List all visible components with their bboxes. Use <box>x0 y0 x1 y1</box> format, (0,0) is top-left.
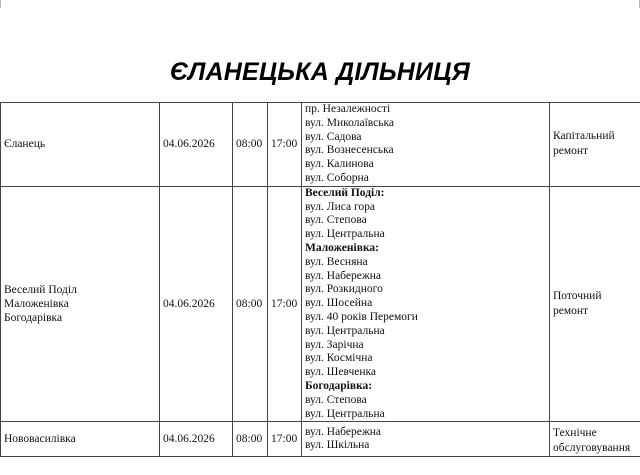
page-top-edge <box>0 0 640 8</box>
schedule-body <box>1 103 640 457</box>
work-type-cell <box>550 186 640 422</box>
street-name: вул. Степова <box>305 214 367 227</box>
street-name: вул. Садова <box>305 130 362 143</box>
village-heading: Маложенівка: <box>305 241 379 254</box>
street-name: вул. Космічна <box>305 352 373 365</box>
street-name: вул. Центральна <box>305 324 385 337</box>
location-name: Нововасилівка <box>4 433 76 446</box>
street-name: вул. Вознесенська <box>305 144 394 157</box>
streets-cell <box>302 422 550 457</box>
end-time-cell: 17:00 <box>268 422 302 457</box>
street-name: вул. Набережна <box>305 425 382 438</box>
end-time-cell: 17:00 <box>268 186 302 422</box>
street-name: вул. Калинова <box>305 158 374 171</box>
location-cell <box>1 186 160 422</box>
work-type-text: Поточний <box>553 290 602 303</box>
street-name: вул. Миколаївська <box>305 116 395 129</box>
street-name: вул. 40 років Перемоги <box>305 310 418 323</box>
street-name: пр. Незалежності <box>305 103 391 115</box>
location-name: Маложенівка <box>4 298 69 311</box>
outage-schedule-table <box>0 102 640 457</box>
work-type-text: ремонт <box>553 305 589 318</box>
street-name: вул. Центральна <box>305 228 385 241</box>
village-heading: Веселий Поділ: <box>305 186 385 199</box>
work-type-text: обслуговування <box>553 442 631 455</box>
work-type-cell <box>550 422 640 457</box>
location-name: Богодарівка <box>4 312 63 325</box>
date-cell: 04.06.2026 <box>160 422 233 457</box>
start-time-cell: 08:00 <box>233 103 268 187</box>
table-row <box>1 422 640 457</box>
work-type-text: Технічне <box>553 427 597 440</box>
location-name: Веселий Поділ <box>4 284 77 297</box>
work-type-text: ремонт <box>553 145 589 158</box>
table-row <box>1 186 640 422</box>
streets-cell <box>302 103 550 187</box>
start-time-cell: 08:00 <box>233 422 268 457</box>
table-row <box>1 103 640 187</box>
page-title: ЄЛАНЕЦЬКА ДІЛЬНИЦЯ <box>169 58 471 86</box>
street-name: вул. Лиса гора <box>305 200 375 213</box>
work-type-cell <box>550 103 640 187</box>
village-heading: Богодарівка: <box>305 379 373 392</box>
street-name: вул. Весняна <box>305 255 368 268</box>
location-name: Єланець <box>4 138 46 151</box>
streets-cell <box>302 186 550 422</box>
date-cell: 04.06.2026 <box>160 186 233 422</box>
work-type-text: Капітальний <box>553 130 615 143</box>
street-name: вул. Центральна <box>305 407 385 420</box>
date-cell: 04.06.2026 <box>160 103 233 187</box>
end-time-cell: 17:00 <box>268 103 302 187</box>
location-cell <box>1 103 160 187</box>
street-name: вул. Шевченка <box>305 366 377 379</box>
location-cell <box>1 422 160 457</box>
start-time-cell: 08:00 <box>233 186 268 422</box>
street-name: вул. Шосейна <box>305 297 373 310</box>
street-name: вул. Зарічна <box>305 338 364 351</box>
street-name: вул. Шкільна <box>305 439 370 452</box>
street-name: вул. Степова <box>305 393 367 406</box>
street-name: вул. Соборна <box>305 171 369 184</box>
street-name: вул. Набережна <box>305 269 382 282</box>
street-name: вул. Розкидного <box>305 283 383 296</box>
